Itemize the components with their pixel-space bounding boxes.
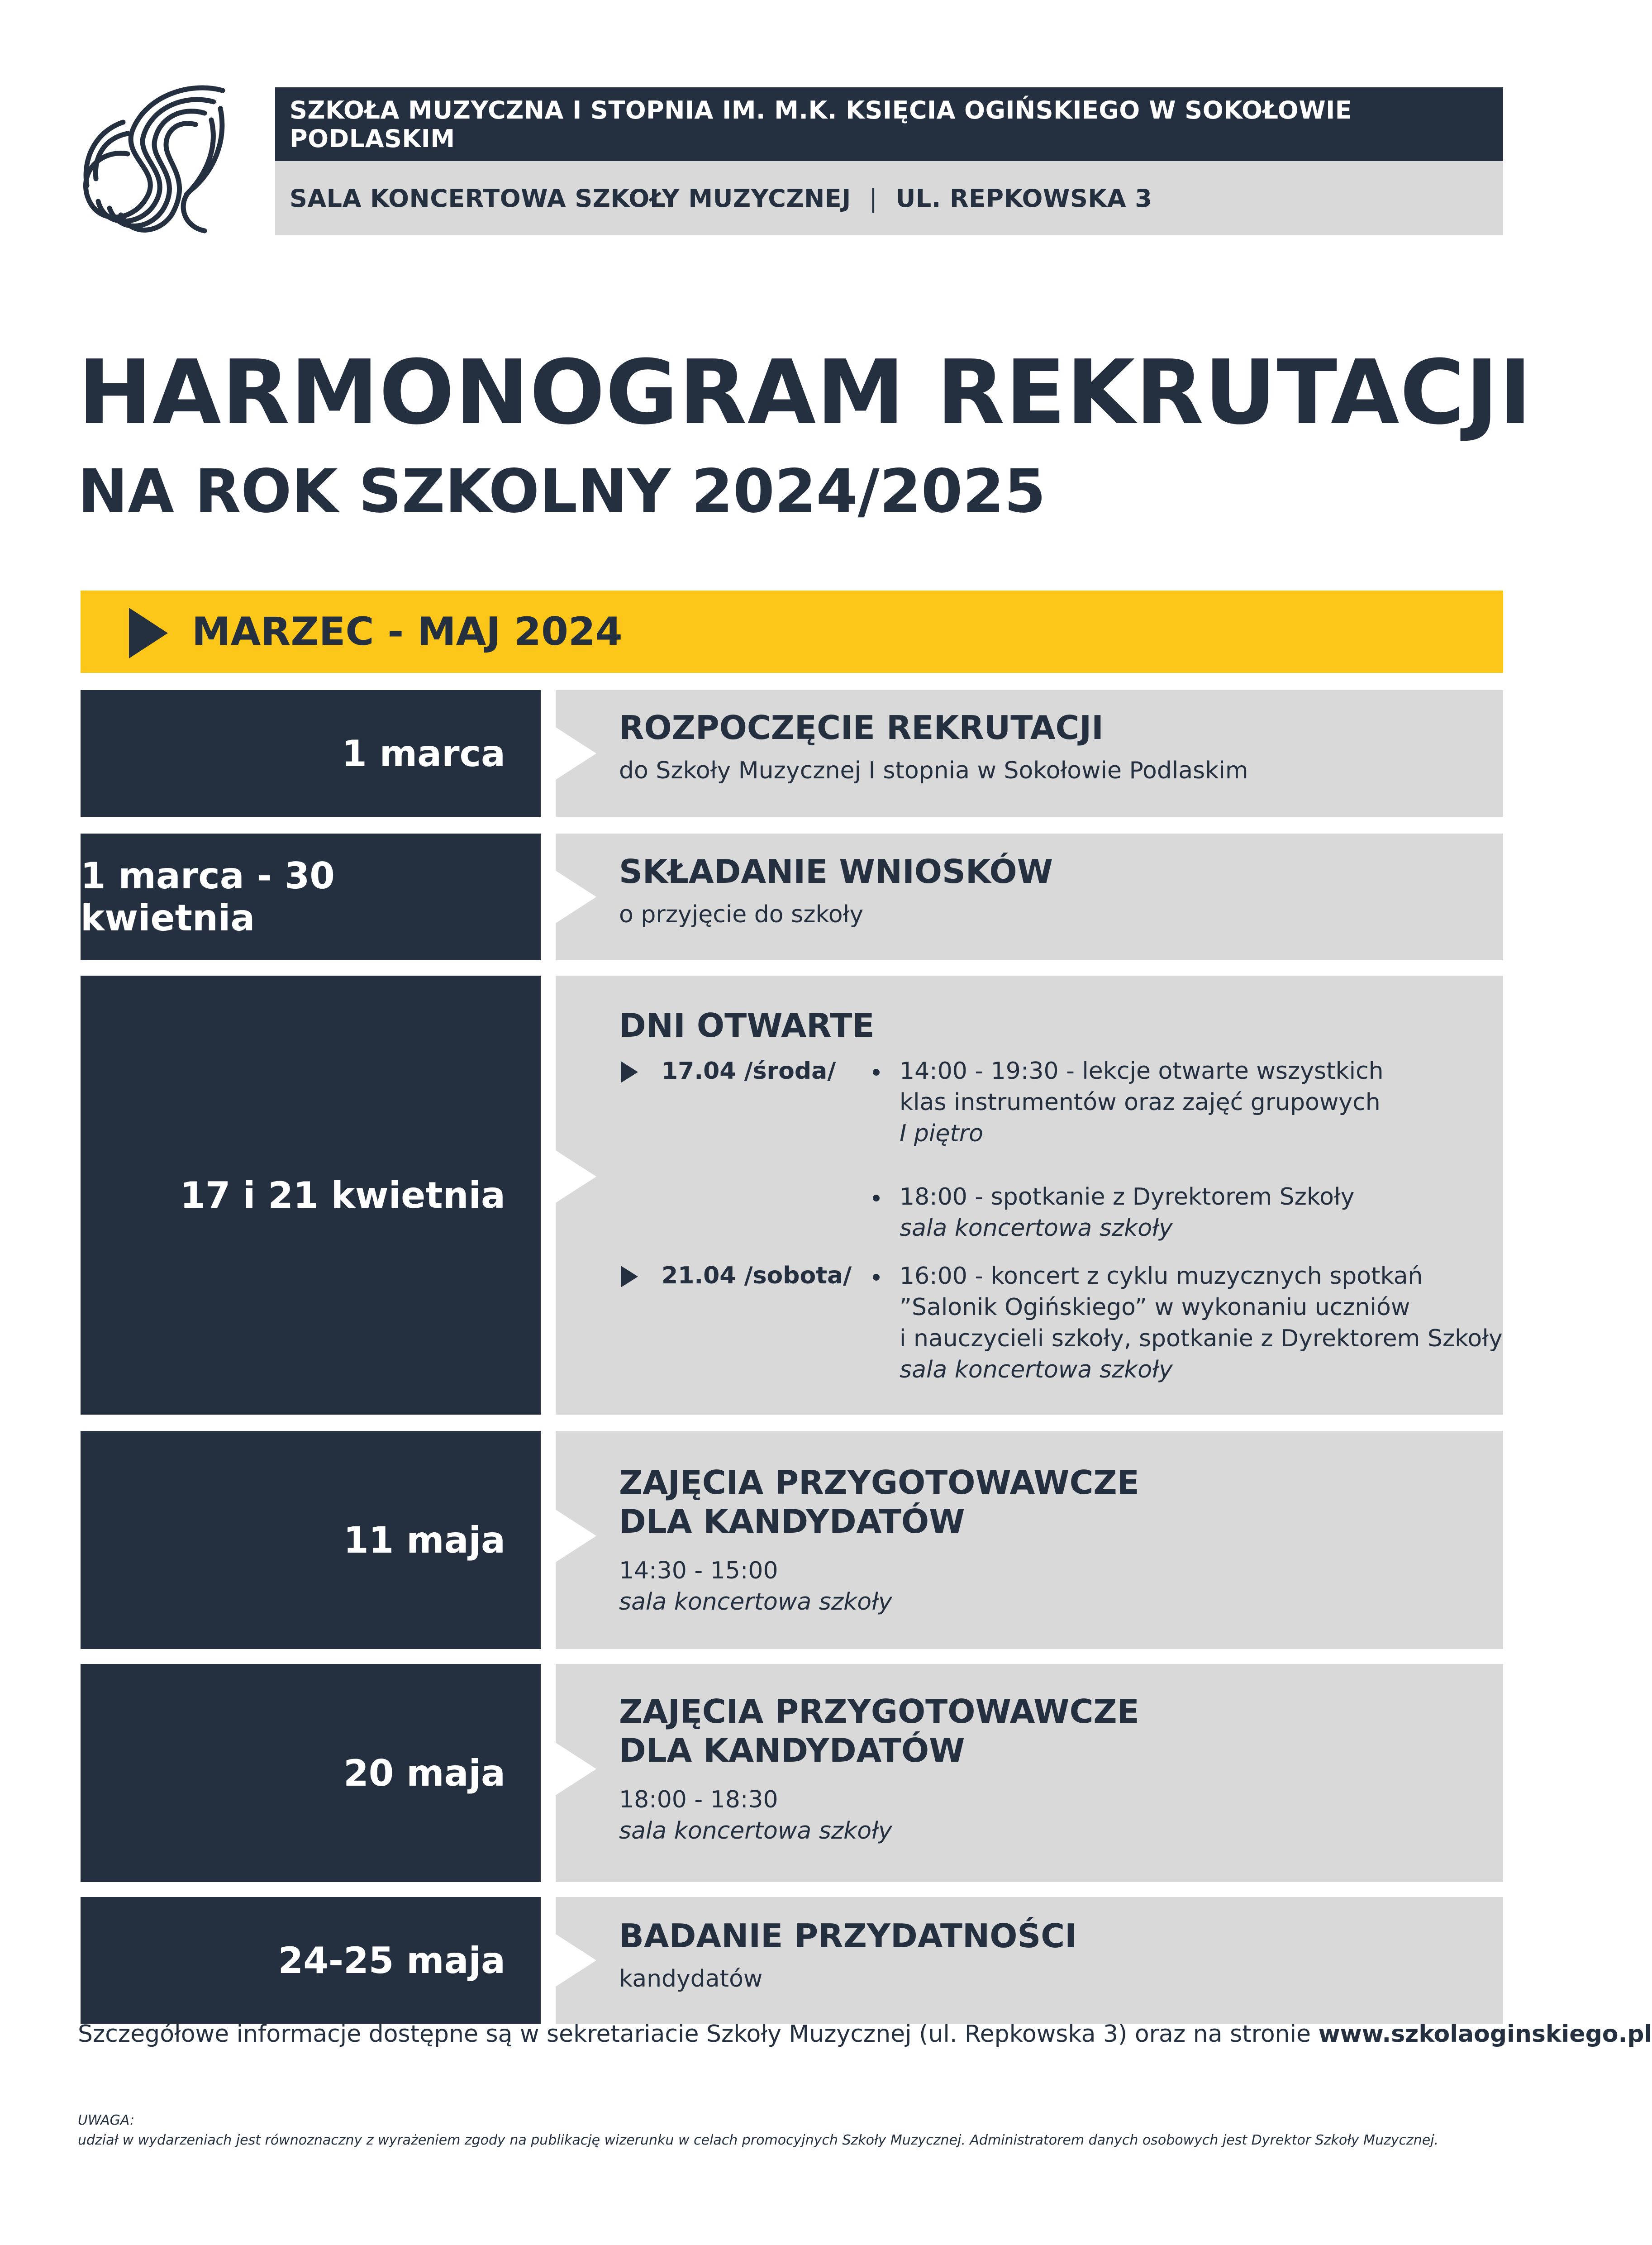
- row-arrow-notch: [556, 1510, 596, 1562]
- venue-address: UL. REPKOWSKA 3: [895, 184, 1152, 213]
- row-date: [81, 834, 541, 960]
- school-name: SZKOŁA MUZYCZNA I STOPNIA IM. M.K. KSIĘCIA OGIŃSKIEGO W SOKOŁOWIE PODLASKIM: [290, 95, 1352, 153]
- row-date-text: 1 marca - 30 kwietnia: [81, 855, 335, 939]
- row-time: 14:30 - 15:00: [619, 1557, 778, 1584]
- row-arrow-notch: [556, 1743, 596, 1795]
- bullet-icon: [873, 1274, 880, 1281]
- school-logo: [78, 81, 227, 247]
- notice: [78, 2111, 1438, 2150]
- event-line: i nauczycieli szkoły, spotkanie z Dyrektorem Szkoły: [900, 1325, 1503, 1352]
- row-arrow-notch: [556, 727, 596, 780]
- row-arrow-notch: [556, 1934, 596, 1987]
- row-heading: SKŁADANIE WNIOSKÓW: [619, 853, 1053, 891]
- row-place: sala koncertowa szkoły: [619, 1817, 892, 1845]
- day-label: 17.04 /środa/: [662, 1058, 836, 1085]
- row-heading: DLA KANDYDATÓW: [619, 1502, 965, 1540]
- event-line: 16:00 - koncert z cyklu muzycznych spotkań: [900, 1263, 1423, 1290]
- row-text: do Szkoły Muzycznej I stopnia w Sokołowie Podlaskim: [619, 757, 1248, 784]
- venue-separator: |: [869, 184, 878, 213]
- row-place: sala koncertowa szkoły: [619, 1588, 892, 1616]
- bullet-icon: [873, 1195, 880, 1201]
- row-date: [81, 1431, 541, 1649]
- notice-text: udział w wydarzeniach jest równoznaczny z wyrażeniem zgody na publikację wizerunku w celach promocyjnych Szkoły Muzycznej. Administratorem danych osobowych jest Dyrektor Szkoły Muzycznej.: [78, 2132, 1439, 2148]
- row-date-text: 24-25 maja: [278, 1939, 505, 1982]
- footer-text: Szczegółowe informacje dostępne są w sekretariacie Szkoły Muzycznej (ul. Repkowska 3) oraz na stronie: [78, 2021, 1319, 2048]
- play-triangle-icon: [621, 1266, 638, 1287]
- notice-label: UWAGA:: [78, 2112, 135, 2128]
- event-place: I piętro: [900, 1120, 983, 1147]
- row-date-text: 1 marca: [342, 732, 505, 775]
- row-heading: BADANIE PRZYDATNOŚCI: [619, 1917, 1077, 1955]
- venue-name: SALA KONCERTOWA SZKOŁY MUZYCZNEJ: [290, 184, 851, 213]
- footer-info: [78, 2021, 1652, 2048]
- row-date: [81, 690, 541, 817]
- play-triangle-icon: [621, 1061, 638, 1083]
- section-label: MARZEC - MAJ 2024: [192, 609, 623, 654]
- day-label: 21.04 /sobota/: [662, 1262, 852, 1289]
- row-text: kandydatów: [619, 1965, 763, 1992]
- row-arrow-notch: [556, 1150, 596, 1203]
- event-line: 14:00 - 19:30 - lekcje otwarte wszystkich: [900, 1058, 1384, 1085]
- page-title: HARMONOGRAM REKRUTACJI: [78, 341, 1533, 444]
- event-line: ”Salonik Ogińskiego” w wykonaniu uczniów: [900, 1294, 1410, 1321]
- row-date: [81, 976, 541, 1415]
- event-line: klas instrumentów oraz zajęć grupowych: [900, 1089, 1381, 1116]
- website-link[interactable]: www.szkolaoginskiego.pl: [1318, 2021, 1652, 2048]
- row-text: o przyjęcie do szkoły: [619, 901, 864, 928]
- row-date: [81, 1664, 541, 1882]
- bullet-icon: [873, 1069, 880, 1076]
- play-triangle-icon: [129, 608, 168, 658]
- row-time: 18:00 - 18:30: [619, 1786, 778, 1813]
- row-heading: ROZPOCZĘCIE REKRUTACJI: [619, 709, 1104, 747]
- row-date-text: 17 i 21 kwietnia: [180, 1174, 505, 1216]
- row-heading: DLA KANDYDATÓW: [619, 1731, 965, 1769]
- row-heading: DNI OTWARTE: [619, 1006, 875, 1044]
- event-place: sala koncertowa szkoły: [900, 1356, 1173, 1383]
- row-date: [81, 1897, 541, 2024]
- row-arrow-notch: [556, 871, 596, 923]
- row-date-text: 11 maja: [343, 1519, 505, 1561]
- event-line: 18:00 - spotkanie z Dyrektorem Szkoły: [900, 1183, 1355, 1211]
- row-date-text: 20 maja: [343, 1752, 505, 1794]
- page-subtitle: NA ROK SZKOLNY 2024/2025: [78, 457, 1046, 526]
- event-place: sala koncertowa szkoły: [900, 1215, 1173, 1242]
- row-heading: ZAJĘCIA PRZYGOTOWAWCZE: [619, 1463, 1139, 1501]
- venue-bar: [275, 161, 1503, 235]
- row-heading: ZAJĘCIA PRZYGOTOWAWCZE: [619, 1692, 1139, 1730]
- school-name-bar: [275, 87, 1503, 161]
